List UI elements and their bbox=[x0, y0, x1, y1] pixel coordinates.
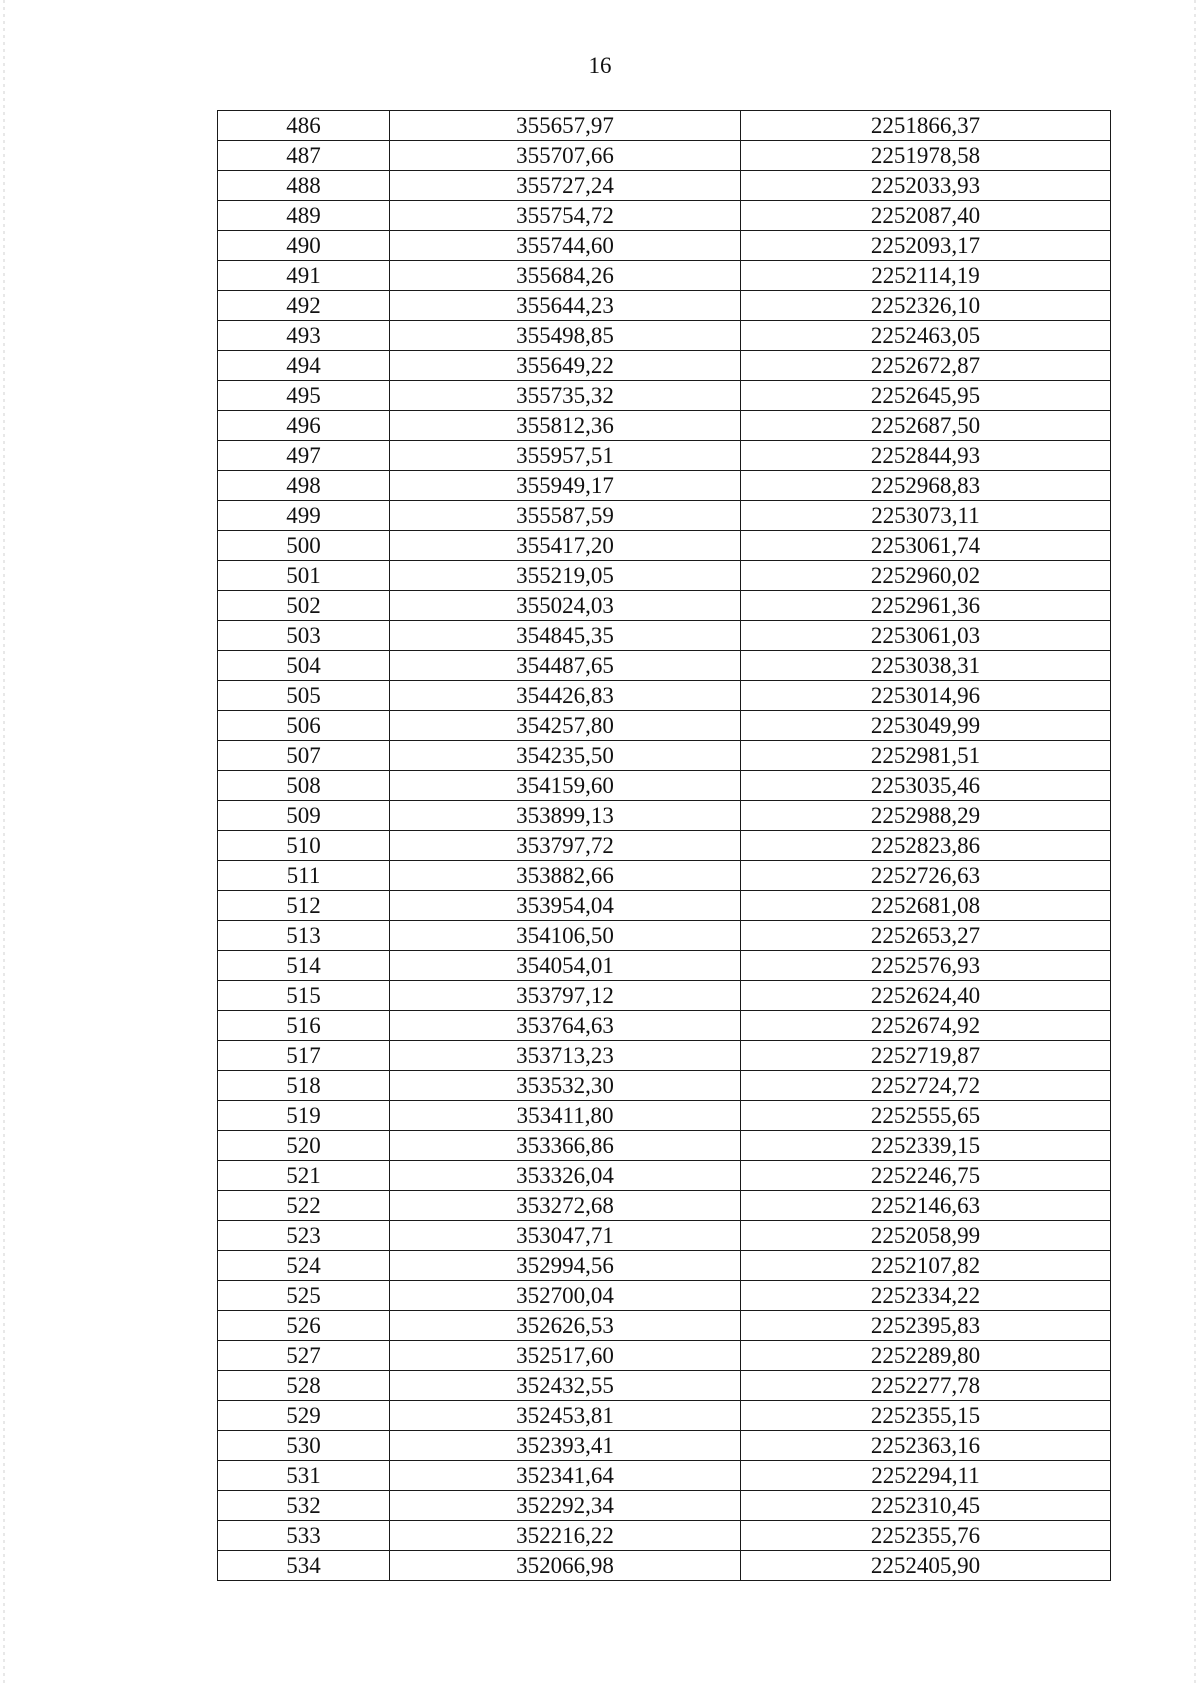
x-coordinate-cell: 352994,56 bbox=[390, 1251, 741, 1281]
point-number-cell: 493 bbox=[218, 321, 390, 351]
x-coordinate-cell: 355417,20 bbox=[390, 531, 741, 561]
point-number-cell: 509 bbox=[218, 801, 390, 831]
x-coordinate-cell: 354159,60 bbox=[390, 771, 741, 801]
y-coordinate-cell: 2252624,40 bbox=[741, 981, 1111, 1011]
y-coordinate-cell: 2251866,37 bbox=[741, 111, 1111, 141]
point-number-cell: 534 bbox=[218, 1551, 390, 1581]
y-coordinate-cell: 2253014,96 bbox=[741, 681, 1111, 711]
y-coordinate-cell: 2252093,17 bbox=[741, 231, 1111, 261]
x-coordinate-cell: 353797,72 bbox=[390, 831, 741, 861]
x-coordinate-cell: 355219,05 bbox=[390, 561, 741, 591]
point-number-cell: 499 bbox=[218, 501, 390, 531]
table-row bbox=[218, 561, 1111, 591]
x-coordinate-cell: 352700,04 bbox=[390, 1281, 741, 1311]
table-row bbox=[218, 201, 1111, 231]
y-coordinate-cell: 2252719,87 bbox=[741, 1041, 1111, 1071]
point-number-cell: 510 bbox=[218, 831, 390, 861]
x-coordinate-cell: 352626,53 bbox=[390, 1311, 741, 1341]
x-coordinate-cell: 353713,23 bbox=[390, 1041, 741, 1071]
point-number-cell: 502 bbox=[218, 591, 390, 621]
x-coordinate-cell: 355644,23 bbox=[390, 291, 741, 321]
table-row bbox=[218, 651, 1111, 681]
table-row bbox=[218, 1191, 1111, 1221]
table-row bbox=[218, 231, 1111, 261]
table-row bbox=[218, 891, 1111, 921]
x-coordinate-cell: 355754,72 bbox=[390, 201, 741, 231]
point-number-cell: 500 bbox=[218, 531, 390, 561]
point-number-cell: 518 bbox=[218, 1071, 390, 1101]
table-row bbox=[218, 1041, 1111, 1071]
y-coordinate-cell: 2252326,10 bbox=[741, 291, 1111, 321]
y-coordinate-cell: 2252672,87 bbox=[741, 351, 1111, 381]
point-number-cell: 522 bbox=[218, 1191, 390, 1221]
y-coordinate-cell: 2252395,83 bbox=[741, 1311, 1111, 1341]
x-coordinate-cell: 355657,97 bbox=[390, 111, 741, 141]
table-row bbox=[218, 351, 1111, 381]
point-number-cell: 505 bbox=[218, 681, 390, 711]
x-coordinate-cell: 355735,32 bbox=[390, 381, 741, 411]
table-row bbox=[218, 921, 1111, 951]
point-number-cell: 515 bbox=[218, 981, 390, 1011]
point-number-cell: 488 bbox=[218, 171, 390, 201]
point-number-cell: 516 bbox=[218, 1011, 390, 1041]
point-number-cell: 494 bbox=[218, 351, 390, 381]
y-coordinate-cell: 2253061,03 bbox=[741, 621, 1111, 651]
point-number-cell: 512 bbox=[218, 891, 390, 921]
table-row bbox=[218, 1161, 1111, 1191]
point-number-cell: 489 bbox=[218, 201, 390, 231]
point-number-cell: 529 bbox=[218, 1401, 390, 1431]
x-coordinate-cell: 352341,64 bbox=[390, 1461, 741, 1491]
x-coordinate-cell: 353899,13 bbox=[390, 801, 741, 831]
y-coordinate-cell: 2252576,93 bbox=[741, 951, 1111, 981]
y-coordinate-cell: 2252107,82 bbox=[741, 1251, 1111, 1281]
point-number-cell: 501 bbox=[218, 561, 390, 591]
coordinates-table bbox=[217, 110, 1111, 1581]
x-coordinate-cell: 353954,04 bbox=[390, 891, 741, 921]
table-row bbox=[218, 261, 1111, 291]
point-number-cell: 498 bbox=[218, 471, 390, 501]
x-coordinate-cell: 355949,17 bbox=[390, 471, 741, 501]
x-coordinate-cell: 353047,71 bbox=[390, 1221, 741, 1251]
point-number-cell: 490 bbox=[218, 231, 390, 261]
point-number-cell: 495 bbox=[218, 381, 390, 411]
x-coordinate-cell: 355684,26 bbox=[390, 261, 741, 291]
x-coordinate-cell: 354845,35 bbox=[390, 621, 741, 651]
y-coordinate-cell: 2252363,16 bbox=[741, 1431, 1111, 1461]
x-coordinate-cell: 352066,98 bbox=[390, 1551, 741, 1581]
y-coordinate-cell: 2252681,08 bbox=[741, 891, 1111, 921]
table-row bbox=[218, 1521, 1111, 1551]
x-coordinate-cell: 352517,60 bbox=[390, 1341, 741, 1371]
point-number-cell: 517 bbox=[218, 1041, 390, 1071]
table-row bbox=[218, 1311, 1111, 1341]
table-row bbox=[218, 741, 1111, 771]
x-coordinate-cell: 355957,51 bbox=[390, 441, 741, 471]
y-coordinate-cell: 2253049,99 bbox=[741, 711, 1111, 741]
y-coordinate-cell: 2252033,93 bbox=[741, 171, 1111, 201]
x-coordinate-cell: 353272,68 bbox=[390, 1191, 741, 1221]
y-coordinate-cell: 2252405,90 bbox=[741, 1551, 1111, 1581]
table-row bbox=[218, 531, 1111, 561]
y-coordinate-cell: 2252555,65 bbox=[741, 1101, 1111, 1131]
point-number-cell: 523 bbox=[218, 1221, 390, 1251]
point-number-cell: 533 bbox=[218, 1521, 390, 1551]
table-row bbox=[218, 1461, 1111, 1491]
point-number-cell: 519 bbox=[218, 1101, 390, 1131]
x-coordinate-cell: 355812,36 bbox=[390, 411, 741, 441]
point-number-cell: 487 bbox=[218, 141, 390, 171]
table-row bbox=[218, 1431, 1111, 1461]
point-number-cell: 492 bbox=[218, 291, 390, 321]
x-coordinate-cell: 354235,50 bbox=[390, 741, 741, 771]
point-number-cell: 521 bbox=[218, 1161, 390, 1191]
point-number-cell: 486 bbox=[218, 111, 390, 141]
table-row bbox=[218, 501, 1111, 531]
table-row bbox=[218, 591, 1111, 621]
y-coordinate-cell: 2252726,63 bbox=[741, 861, 1111, 891]
point-number-cell: 496 bbox=[218, 411, 390, 441]
y-coordinate-cell: 2252146,63 bbox=[741, 1191, 1111, 1221]
table-row bbox=[218, 1131, 1111, 1161]
y-coordinate-cell: 2252334,22 bbox=[741, 1281, 1111, 1311]
y-coordinate-cell: 2253061,74 bbox=[741, 531, 1111, 561]
y-coordinate-cell: 2252289,80 bbox=[741, 1341, 1111, 1371]
point-number-cell: 508 bbox=[218, 771, 390, 801]
table-row bbox=[218, 321, 1111, 351]
table-row bbox=[218, 1251, 1111, 1281]
y-coordinate-cell: 2252968,83 bbox=[741, 471, 1111, 501]
y-coordinate-cell: 2252724,72 bbox=[741, 1071, 1111, 1101]
table-row bbox=[218, 771, 1111, 801]
point-number-cell: 513 bbox=[218, 921, 390, 951]
y-coordinate-cell: 2252114,19 bbox=[741, 261, 1111, 291]
point-number-cell: 525 bbox=[218, 1281, 390, 1311]
table-row bbox=[218, 171, 1111, 201]
table-row bbox=[218, 471, 1111, 501]
x-coordinate-cell: 353411,80 bbox=[390, 1101, 741, 1131]
y-coordinate-cell: 2252058,99 bbox=[741, 1221, 1111, 1251]
scan-edge-right bbox=[1194, 0, 1196, 1686]
point-number-cell: 530 bbox=[218, 1431, 390, 1461]
y-coordinate-cell: 2253038,31 bbox=[741, 651, 1111, 681]
y-coordinate-cell: 2252246,75 bbox=[741, 1161, 1111, 1191]
x-coordinate-cell: 355587,59 bbox=[390, 501, 741, 531]
x-coordinate-cell: 355727,24 bbox=[390, 171, 741, 201]
scan-edge-left bbox=[3, 0, 5, 1686]
x-coordinate-cell: 355498,85 bbox=[390, 321, 741, 351]
table-row bbox=[218, 381, 1111, 411]
y-coordinate-cell: 2253035,46 bbox=[741, 771, 1111, 801]
point-number-cell: 526 bbox=[218, 1311, 390, 1341]
x-coordinate-cell: 353326,04 bbox=[390, 1161, 741, 1191]
x-coordinate-cell: 354426,83 bbox=[390, 681, 741, 711]
x-coordinate-cell: 353366,86 bbox=[390, 1131, 741, 1161]
x-coordinate-cell: 354054,01 bbox=[390, 951, 741, 981]
x-coordinate-cell: 352453,81 bbox=[390, 1401, 741, 1431]
x-coordinate-cell: 352393,41 bbox=[390, 1431, 741, 1461]
y-coordinate-cell: 2252277,78 bbox=[741, 1371, 1111, 1401]
point-number-cell: 504 bbox=[218, 651, 390, 681]
y-coordinate-cell: 2252087,40 bbox=[741, 201, 1111, 231]
y-coordinate-cell: 2252355,76 bbox=[741, 1521, 1111, 1551]
y-coordinate-cell: 2252645,95 bbox=[741, 381, 1111, 411]
table-row bbox=[218, 1371, 1111, 1401]
x-coordinate-cell: 352432,55 bbox=[390, 1371, 741, 1401]
point-number-cell: 514 bbox=[218, 951, 390, 981]
point-number-cell: 531 bbox=[218, 1461, 390, 1491]
x-coordinate-cell: 354487,65 bbox=[390, 651, 741, 681]
table-row bbox=[218, 1101, 1111, 1131]
y-coordinate-cell: 2252961,36 bbox=[741, 591, 1111, 621]
point-number-cell: 528 bbox=[218, 1371, 390, 1401]
y-coordinate-cell: 2251978,58 bbox=[741, 141, 1111, 171]
table-row bbox=[218, 951, 1111, 981]
x-coordinate-cell: 355744,60 bbox=[390, 231, 741, 261]
table-row bbox=[218, 711, 1111, 741]
table-row bbox=[218, 1281, 1111, 1311]
x-coordinate-cell: 352292,34 bbox=[390, 1491, 741, 1521]
point-number-cell: 520 bbox=[218, 1131, 390, 1161]
table-row bbox=[218, 411, 1111, 441]
coordinates-table-body bbox=[218, 111, 1111, 1581]
table-row bbox=[218, 291, 1111, 321]
table-row bbox=[218, 1491, 1111, 1521]
y-coordinate-cell: 2252294,11 bbox=[741, 1461, 1111, 1491]
table-row bbox=[218, 681, 1111, 711]
x-coordinate-cell: 354106,50 bbox=[390, 921, 741, 951]
y-coordinate-cell: 2252355,15 bbox=[741, 1401, 1111, 1431]
y-coordinate-cell: 2252339,15 bbox=[741, 1131, 1111, 1161]
y-coordinate-cell: 2252981,51 bbox=[741, 741, 1111, 771]
point-number-cell: 507 bbox=[218, 741, 390, 771]
y-coordinate-cell: 2252653,27 bbox=[741, 921, 1111, 951]
table-row bbox=[218, 831, 1111, 861]
table-row bbox=[218, 1551, 1111, 1581]
y-coordinate-cell: 2253073,11 bbox=[741, 501, 1111, 531]
x-coordinate-cell: 353764,63 bbox=[390, 1011, 741, 1041]
x-coordinate-cell: 355024,03 bbox=[390, 591, 741, 621]
x-coordinate-cell: 355649,22 bbox=[390, 351, 741, 381]
table-row bbox=[218, 861, 1111, 891]
x-coordinate-cell: 353797,12 bbox=[390, 981, 741, 1011]
x-coordinate-cell: 355707,66 bbox=[390, 141, 741, 171]
x-coordinate-cell: 352216,22 bbox=[390, 1521, 741, 1551]
table-row bbox=[218, 621, 1111, 651]
point-number-cell: 527 bbox=[218, 1341, 390, 1371]
table-row bbox=[218, 1011, 1111, 1041]
y-coordinate-cell: 2252988,29 bbox=[741, 801, 1111, 831]
y-coordinate-cell: 2252463,05 bbox=[741, 321, 1111, 351]
point-number-cell: 506 bbox=[218, 711, 390, 741]
y-coordinate-cell: 2252687,50 bbox=[741, 411, 1111, 441]
x-coordinate-cell: 353882,66 bbox=[390, 861, 741, 891]
y-coordinate-cell: 2252823,86 bbox=[741, 831, 1111, 861]
table-row bbox=[218, 111, 1111, 141]
point-number-cell: 497 bbox=[218, 441, 390, 471]
point-number-cell: 532 bbox=[218, 1491, 390, 1521]
page-number: 16 bbox=[588, 53, 612, 78]
point-number-cell: 524 bbox=[218, 1251, 390, 1281]
point-number-cell: 491 bbox=[218, 261, 390, 291]
y-coordinate-cell: 2252844,93 bbox=[741, 441, 1111, 471]
table-row bbox=[218, 801, 1111, 831]
x-coordinate-cell: 353532,30 bbox=[390, 1071, 741, 1101]
point-number-cell: 511 bbox=[218, 861, 390, 891]
table-row bbox=[218, 141, 1111, 171]
table-row bbox=[218, 1071, 1111, 1101]
table-row bbox=[218, 1341, 1111, 1371]
y-coordinate-cell: 2252310,45 bbox=[741, 1491, 1111, 1521]
table-row bbox=[218, 1221, 1111, 1251]
point-number-cell: 503 bbox=[218, 621, 390, 651]
y-coordinate-cell: 2252674,92 bbox=[741, 1011, 1111, 1041]
table-row bbox=[218, 1401, 1111, 1431]
x-coordinate-cell: 354257,80 bbox=[390, 711, 741, 741]
table-row bbox=[218, 981, 1111, 1011]
table-row bbox=[218, 441, 1111, 471]
y-coordinate-cell: 2252960,02 bbox=[741, 561, 1111, 591]
